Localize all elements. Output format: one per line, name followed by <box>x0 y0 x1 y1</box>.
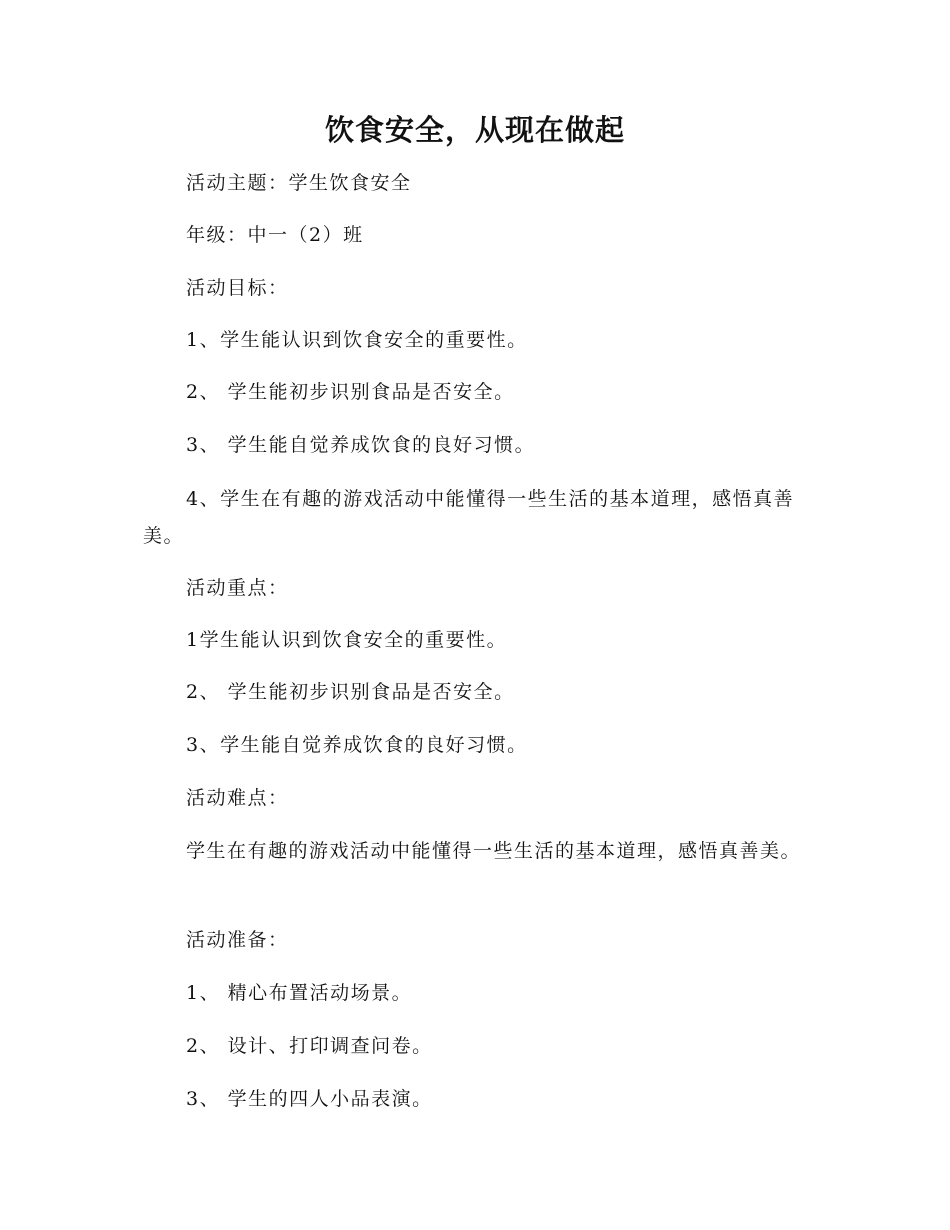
paragraph-activity-theme: 活动主题：学生饮食安全 <box>186 172 412 194</box>
paragraph-key-point-3: 3、学生能自觉养成饮食的良好习惯。 <box>186 734 528 756</box>
paragraph-goal-4: 4、学生在有趣的游戏活动中能懂得一些生活的基本道理，感悟真善美。 <box>143 488 795 547</box>
paragraph-goal-2: 2、 学生能初步识别食品是否安全。 <box>186 381 515 403</box>
paragraph-difficulty: 学生在有趣的游戏活动中能懂得一些生活的基本道理，感悟真善美。 <box>186 840 802 862</box>
paragraph-goal-1: 1、学生能认识到饮食安全的重要性。 <box>186 329 528 351</box>
document-title: 饮食安全，从现在做起 <box>324 113 625 147</box>
paragraph-preparation-1: 1、 精心布置活动场景。 <box>186 982 413 1004</box>
paragraph-grade: 年级：中一（2）班 <box>186 224 364 246</box>
paragraph-goal-3: 3、 学生能自觉养成饮食的良好习惯。 <box>186 434 536 456</box>
paragraph-goals-heading: 活动目标： <box>186 277 289 299</box>
paragraph-preparation-heading: 活动准备： <box>186 929 289 951</box>
paragraph-preparation-3: 3、 学生的四人小品表演。 <box>186 1088 433 1110</box>
paragraph-key-point-2: 2、 学生能初步识别食品是否安全。 <box>186 681 515 703</box>
paragraph-key-point-1: 1学生能认识到饮食安全的重要性。 <box>186 629 508 651</box>
paragraph-preparation-2: 2、 设计、打印调查问卷。 <box>186 1035 433 1057</box>
paragraph-difficulty-heading: 活动难点： <box>186 787 289 809</box>
paragraph-key-points-heading: 活动重点： <box>186 577 289 599</box>
